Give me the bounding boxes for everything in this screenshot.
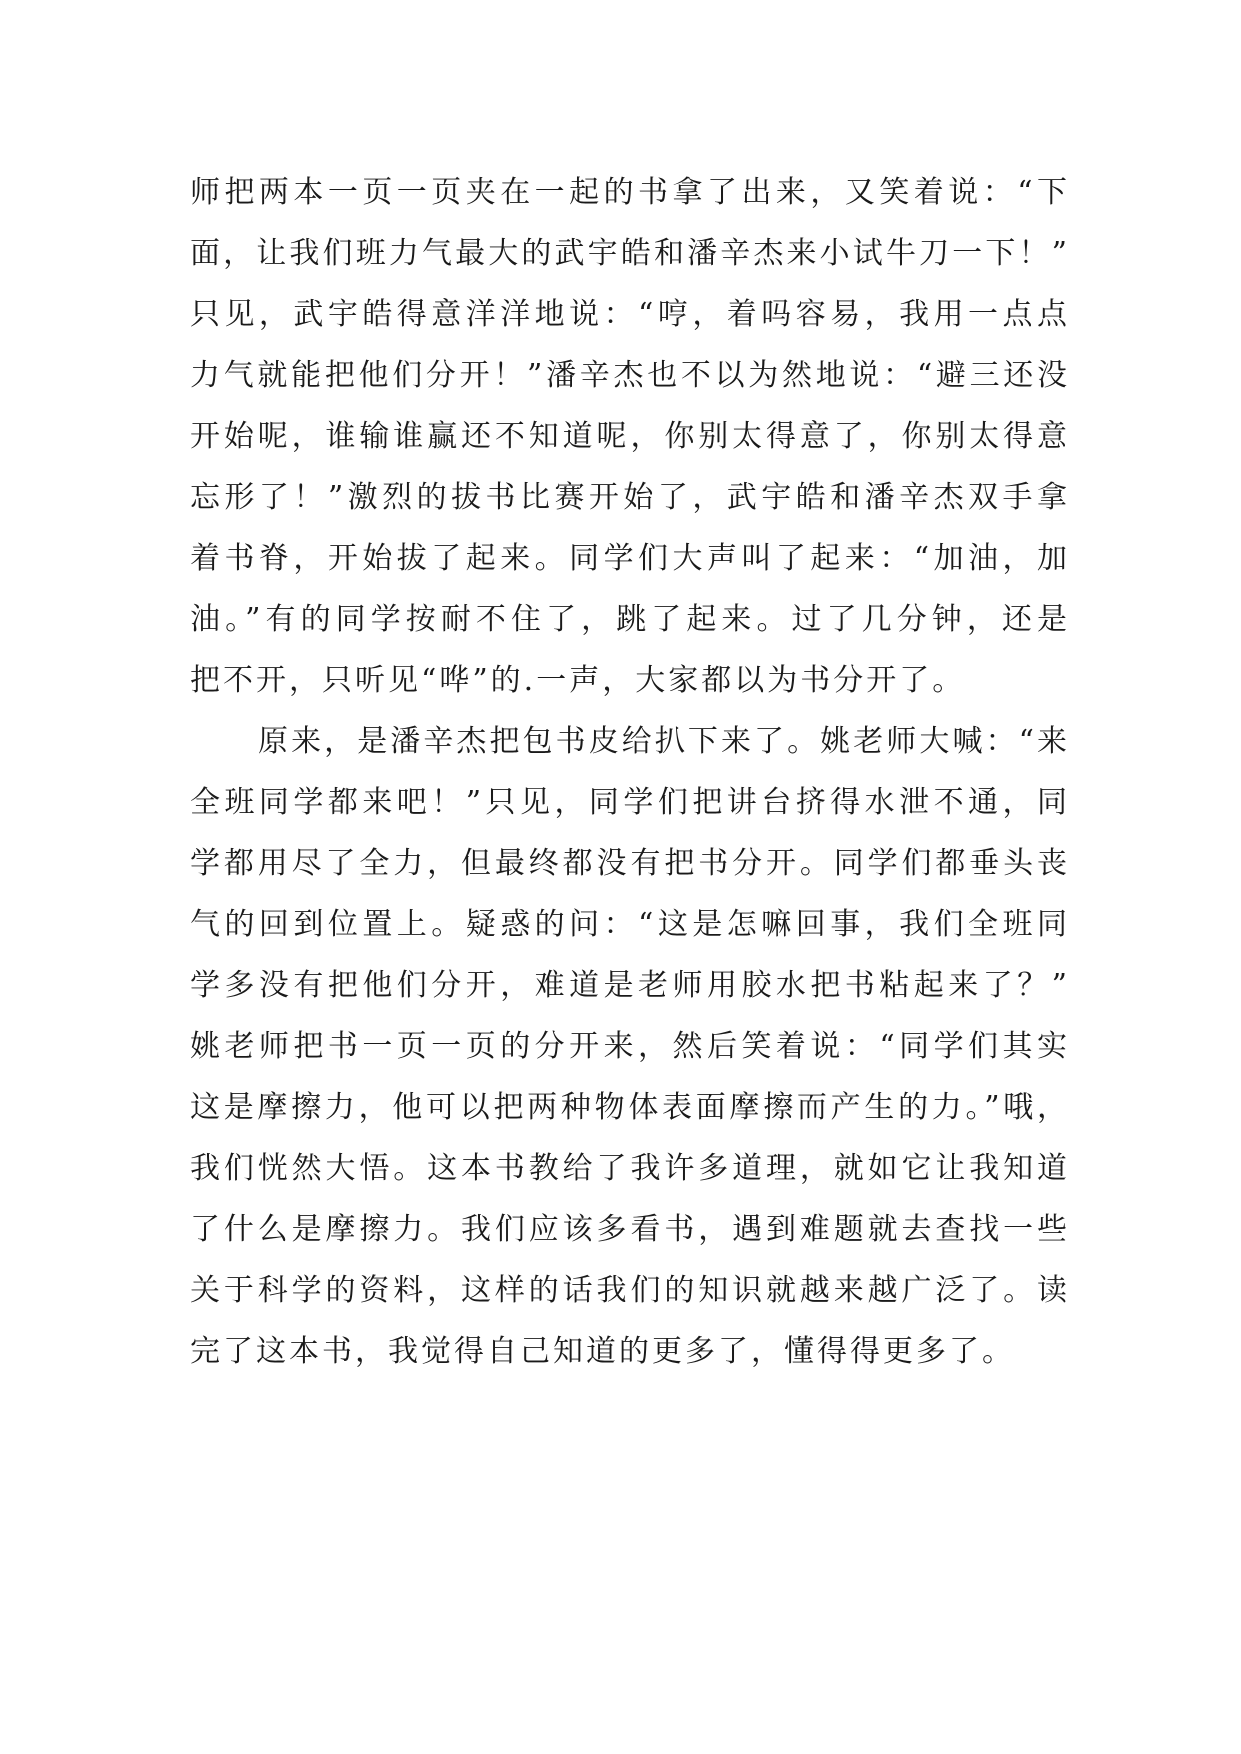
text-line: 力气就能把他们分开！”潘辛杰也不以为然地说：“避三还没 xyxy=(190,358,1070,393)
text-line: 面，让我们班力气最大的武宇皓和潘辛杰来小试牛刀一下！” xyxy=(190,236,1070,271)
text-line: 着书脊，开始拔了起来。同学们大声叫了起来：“加油，加 xyxy=(190,541,1070,576)
text-line: 忘形了！”激烈的拔书比赛开始了，武宇皓和潘辛杰双手拿 xyxy=(190,480,1070,515)
text-line: 把不开，只听见“哗”的.一声，大家都以为书分开了。 xyxy=(190,663,966,698)
text-line: 了什么是摩擦力。我们应该多看书，遇到难题就去查找一些 xyxy=(190,1212,1070,1247)
essay-body xyxy=(190,162,1070,1382)
text-line: 气的回到位置上。疑惑的问：“这是怎嘛回事，我们全班同 xyxy=(190,907,1070,942)
text-line: 全班同学都来吧！”只见，同学们把讲台挤得水泄不通，同 xyxy=(190,785,1070,820)
text-line: 完了这本书，我觉得自己知道的更多了，懂得得更多了。 xyxy=(190,1334,1015,1369)
text-line: 学都用尽了全力，但最终都没有把书分开。同学们都垂头丧 xyxy=(190,846,1070,881)
paragraph-first-line: 原来，是潘辛杰把包书皮给扒下来了。姚老师大喊：“来 xyxy=(258,724,1070,759)
text-line: 姚老师把书一页一页的分开来，然后笑着说：“同学们其实 xyxy=(190,1029,1070,1064)
text-line: 只见，武宇皓得意洋洋地说：“哼，着吗容易，我用一点点 xyxy=(190,297,1070,332)
text-line: 师把两本一页一页夹在一起的书拿了出来，又笑着说：“下 xyxy=(190,175,1070,210)
text-line: 开始呢，谁输谁赢还不知道呢，你别太得意了，你别太得意 xyxy=(190,419,1070,454)
text-line: 我们恍然大悟。这本书教给了我许多道理，就如它让我知道 xyxy=(190,1151,1070,1186)
text-line: 关于科学的资料，这样的话我们的知识就越来越广泛了。读 xyxy=(190,1273,1070,1308)
text-line: 这是摩擦力，他可以把两种物体表面摩擦而产生的力。”哦， xyxy=(190,1090,1070,1125)
text-line: 学多没有把他们分开，难道是老师用胶水把书粘起来了？” xyxy=(190,968,1070,1003)
text-line: 油。”有的同学按耐不住了，跳了起来。过了几分钟，还是 xyxy=(190,602,1070,637)
